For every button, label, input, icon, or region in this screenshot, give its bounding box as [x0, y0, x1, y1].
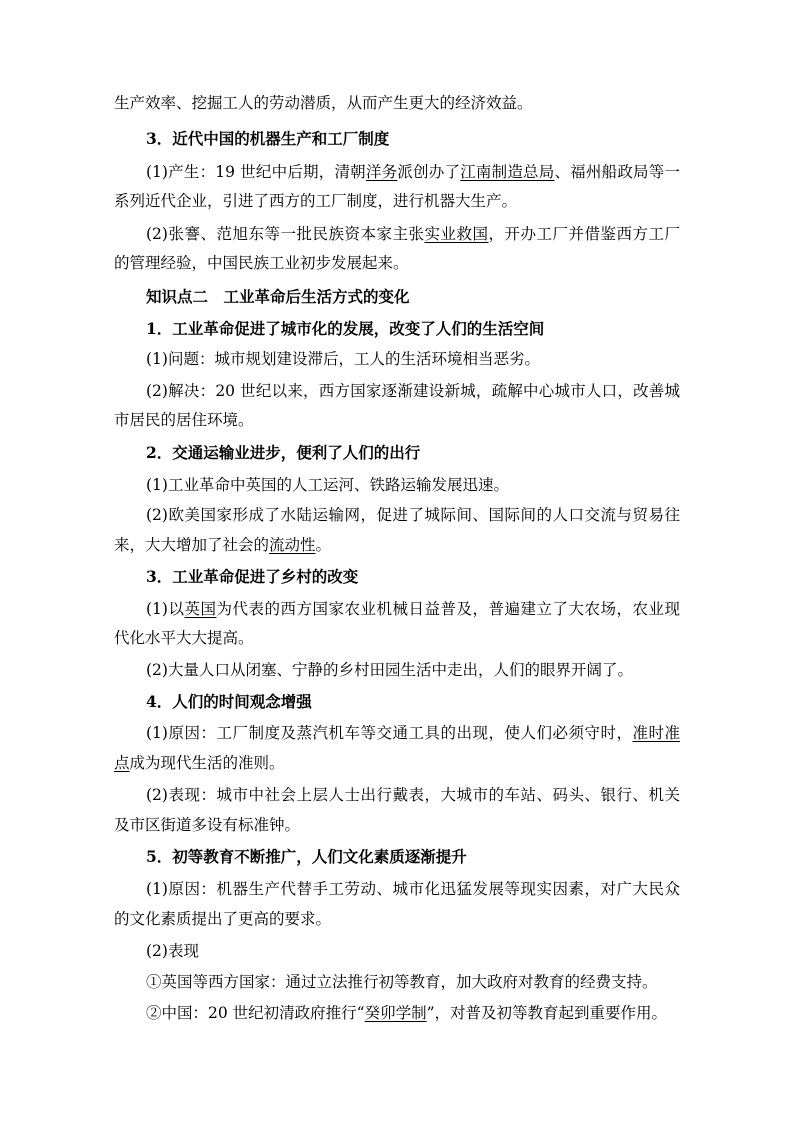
text-line — [114, 752, 680, 774]
heading-text: 4．人们的时间观念增强 — [146, 692, 312, 711]
text: (1)原因：机器生产代替手工劳动、城市化迅猛发展等现实因素，对广大民众 — [146, 880, 680, 898]
text: 成为现代生活的准则。 — [129, 754, 285, 772]
text-line — [114, 627, 680, 649]
text-line — [114, 92, 680, 114]
text-line — [146, 940, 680, 962]
text: 、福州船政局等一 — [554, 163, 680, 181]
text-line — [146, 161, 680, 183]
text: 的管理经验，中国民族工业初步发展起来。 — [114, 254, 409, 272]
text: 来，大大增加了社会的 — [114, 536, 270, 554]
text-line — [146, 380, 680, 402]
underlined-term: 英国 — [184, 600, 217, 618]
text: ②中国：20 世纪初清政府推行“ — [146, 1004, 365, 1022]
text: ”，对普及初等教育起到重要作用。 — [426, 1004, 668, 1022]
text-line — [114, 534, 680, 556]
text: 。 — [315, 536, 332, 554]
heading-text: 5．初等教育不断推广，人们文化素质逐渐提升 — [146, 847, 467, 866]
text: (2)欧美国家形成了水陆运输网，促进了城际间、国际间的人口交流与贸易往 — [146, 506, 680, 524]
text: ，开办工厂并借鉴西方工厂 — [488, 225, 680, 243]
text-line — [146, 598, 680, 620]
text: (2)表现：城市中社会上层人士出行戴表，大城市的车站、码头、银行、机关 — [146, 786, 680, 804]
text: 市居民的居住环境。 — [114, 411, 254, 429]
text: (1)原因：工厂制度及蒸汽机车等交通工具的出现，使人们必须守时， — [146, 724, 633, 742]
text: 系列近代企业，引进了西方的工厂制度，进行机器大生产。 — [114, 192, 518, 210]
underlined-term: 准时准 — [632, 724, 680, 742]
underlined-term: 实业救国 — [424, 225, 489, 243]
text: 派创办了 — [397, 163, 461, 181]
heading-text: 3．近代中国的机器生产和工厂制度 — [146, 129, 390, 148]
text-line — [146, 504, 680, 526]
section-heading — [146, 846, 680, 868]
section-heading — [146, 128, 680, 150]
text-line — [114, 190, 680, 212]
text: 代化水平大大提高。 — [114, 629, 254, 647]
section-heading — [146, 691, 680, 713]
text-line — [146, 474, 680, 496]
text: (2)张謇、范旭东等一批民族资本家主张 — [146, 225, 425, 243]
text-line — [146, 784, 680, 806]
text-line — [114, 908, 680, 930]
text: 及市区街道多设有标准钟。 — [114, 816, 301, 834]
section-heading — [146, 442, 680, 464]
underlined-term: 流动性 — [269, 536, 316, 554]
text-line — [146, 659, 680, 681]
section-heading — [146, 318, 680, 340]
text: (2)大量人口从闭塞、宁静的乡村田园生活中走出，人们的眼界开阔了。 — [146, 661, 633, 679]
text: (2)表现 — [146, 942, 199, 960]
underlined-term: 洋务 — [365, 163, 398, 181]
text-line — [146, 971, 680, 993]
text: 生产效率、挖掘工人的劳动潜质，从而产生更大的经济效益。 — [114, 94, 533, 112]
text: (1)产生：19 世纪中后期，清朝 — [146, 163, 366, 181]
text-line — [114, 814, 680, 836]
knowledge-point-heading — [146, 286, 680, 308]
heading-text: 1．工业革命促进了城市化的发展，改变了人们的生活空间 — [146, 319, 545, 338]
text: 的文化素质提出了更高的要求。 — [114, 910, 332, 928]
text: ①英国等西方国家：通过立法推行初等教育，加大政府对教育的经费支持。 — [146, 973, 658, 991]
text: (2)解决：20 世纪以来，西方国家逐渐建设新城，疏解中心城市人口，改善城 — [146, 382, 680, 400]
heading-text: 2．交通运输业进步，便利了人们的出行 — [146, 443, 421, 462]
heading-text: 3．工业革命促进了乡村的改变 — [146, 567, 359, 586]
heading-text: 知识点二 工业革命后生活方式的变化 — [146, 287, 410, 306]
text: (1)问题：城市规划建设滞后，工人的生活环境相当恶劣。 — [146, 350, 540, 368]
text: 为代表的西方国家农业机械日益普及，普遍建立了大农场，农业现 — [216, 600, 680, 618]
text-line — [146, 348, 680, 370]
text: (1)工业革命中英国的人工运河、铁路运输发展迅速。 — [146, 476, 509, 494]
underlined-term: 点 — [114, 754, 130, 772]
underlined-term: 癸卯学制 — [364, 1004, 427, 1022]
text-line — [146, 878, 680, 900]
text-line — [146, 1002, 680, 1024]
text-line — [146, 722, 680, 744]
section-heading — [146, 566, 680, 588]
text-line — [114, 252, 680, 274]
text-line — [146, 223, 680, 245]
text: (1)以 — [146, 600, 185, 618]
text-line — [114, 409, 680, 431]
underlined-term: 江南制造总局 — [460, 163, 555, 181]
